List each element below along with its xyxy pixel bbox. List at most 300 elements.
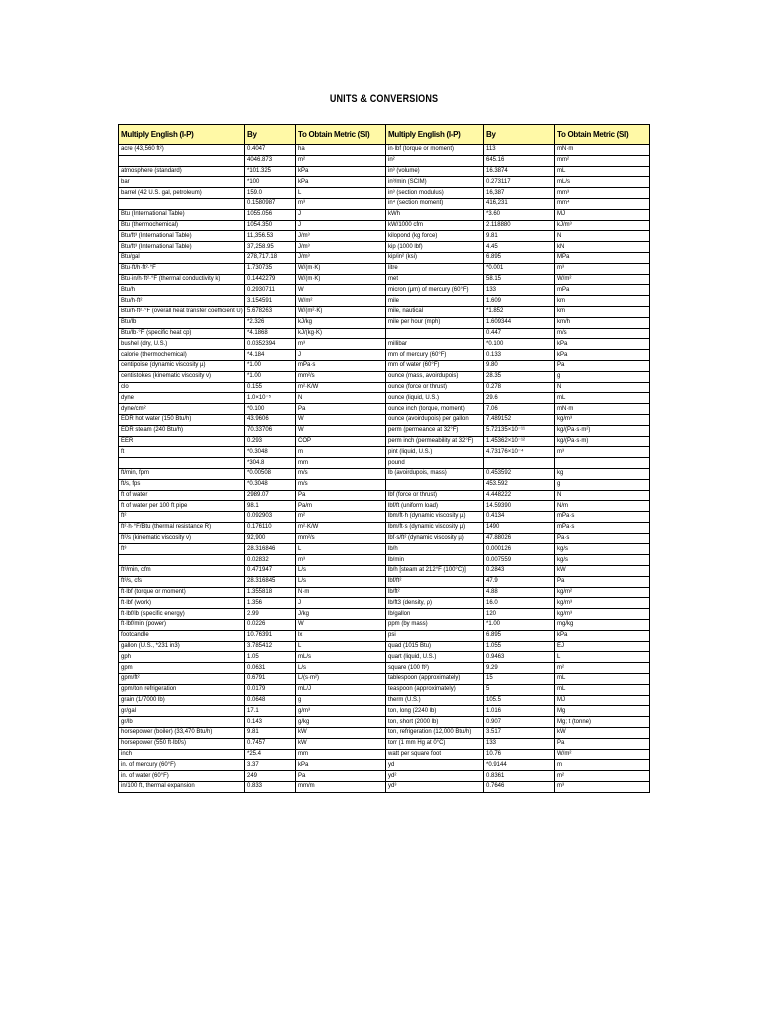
cell-factor-left	[245, 393, 296, 404]
metric-unit-right-text: kW	[557, 567, 566, 574]
cell-metric-unit-right	[555, 641, 650, 652]
cell-metric-unit-right	[555, 771, 650, 782]
cell-factor-left	[245, 209, 296, 220]
factor-right-text: 47.88026	[486, 535, 512, 542]
factor-left-text: 0.02832	[247, 556, 269, 563]
english-unit-left-text: Btu (thermochemical)	[121, 221, 179, 228]
english-unit-right-text: therm (U.S.)	[388, 697, 421, 704]
factor-left-text: 1054.350	[247, 221, 273, 228]
factor-right-text: 0.2843	[486, 567, 505, 574]
cell-metric-unit-left	[296, 479, 386, 490]
factor-left-text: 159.0	[247, 189, 263, 196]
english-unit-left-text: ft³/s, cfs	[121, 578, 142, 585]
factor-right-text: 1.055	[486, 643, 502, 650]
cell-factor-left	[245, 350, 296, 361]
metric-unit-left-text: L/s	[298, 578, 307, 585]
metric-unit-right-text: mm⁴	[557, 200, 570, 207]
cell-factor-right	[484, 393, 555, 404]
factor-left-text: 28.316846	[247, 545, 276, 552]
metric-unit-left-text: W/(m²·K)	[298, 308, 323, 315]
table-row	[119, 350, 650, 361]
table-row	[119, 652, 650, 663]
cell-factor-right	[484, 404, 555, 415]
metric-unit-left-text: mL/s	[298, 653, 312, 660]
factor-left-text: 11,356.53	[247, 232, 274, 239]
cell-metric-unit-right	[555, 155, 650, 166]
english-unit-left-text: EDR hot water (150 Btu/h)	[121, 416, 192, 423]
cell-english-unit-left	[119, 684, 245, 695]
metric-unit-left-text: L	[298, 643, 302, 650]
cell-factor-left	[245, 166, 296, 177]
cell-english-unit-right	[386, 771, 484, 782]
table-row	[119, 544, 650, 555]
english-unit-left-text: ft·lbf/lb (specific energy)	[121, 610, 185, 617]
cell-english-unit-left	[119, 717, 245, 728]
cell-english-unit-right	[386, 609, 484, 620]
cell-metric-unit-right	[555, 738, 650, 749]
english-unit-right-text: psi	[388, 632, 396, 639]
metric-unit-right-text: km	[557, 308, 565, 315]
cell-factor-right	[484, 684, 555, 695]
english-unit-left-text: Btu/gal	[121, 254, 140, 261]
metric-unit-right-text: kg/m³	[557, 599, 572, 606]
english-unit-right-text: mm of mercury (60°F)	[388, 351, 447, 358]
cell-metric-unit-left	[296, 728, 386, 739]
cell-english-unit-right	[386, 512, 484, 523]
factor-left-text: 0.0226	[247, 621, 266, 628]
cell-factor-left	[245, 695, 296, 706]
metric-unit-right-text: mPa	[557, 286, 570, 293]
english-unit-left-text: Btu (International Table)	[121, 211, 185, 218]
cell-factor-right	[484, 512, 555, 523]
cell-metric-unit-right	[555, 587, 650, 598]
cell-english-unit-right	[386, 447, 484, 458]
cell-factor-right	[484, 231, 555, 242]
cell-metric-unit-right	[555, 177, 650, 188]
metric-unit-left-text: m²	[298, 513, 305, 520]
metric-unit-left-text: m²·K/W	[298, 383, 319, 390]
factor-left-text: 0.471947	[247, 567, 273, 574]
cell-english-unit-left	[119, 674, 245, 685]
english-unit-right-text: lb/min	[388, 556, 405, 563]
cell-english-unit-right	[386, 317, 484, 328]
english-unit-right-text: lbf/ft²	[388, 578, 402, 585]
english-unit-left-text: ft of water	[121, 491, 148, 498]
cell-metric-unit-left	[296, 533, 386, 544]
table-row	[119, 479, 650, 490]
factor-right-text: 16.0	[486, 599, 498, 606]
cell-english-unit-right	[386, 296, 484, 307]
table-row	[119, 328, 650, 339]
cell-english-unit-left	[119, 555, 245, 566]
english-unit-left-text: gr/lb	[121, 718, 133, 725]
cell-metric-unit-right	[555, 674, 650, 685]
english-unit-left-text: ft²	[121, 513, 127, 520]
table-row	[119, 706, 650, 717]
cell-english-unit-right	[386, 436, 484, 447]
cell-metric-unit-left	[296, 252, 386, 263]
cell-metric-unit-left	[296, 382, 386, 393]
metric-unit-right-text: W/m²	[557, 751, 572, 758]
factor-right-text: 6.895	[486, 632, 502, 639]
english-unit-right-text: ppm (by mass)	[388, 621, 428, 628]
cell-factor-right	[484, 555, 555, 566]
english-unit-left-text: ft·lbf (work)	[121, 599, 151, 606]
cell-english-unit-left	[119, 393, 245, 404]
table-row	[119, 771, 650, 782]
cell-metric-unit-right	[555, 371, 650, 382]
factor-right-text: 14.59390	[486, 502, 512, 509]
metric-unit-left-text: g/m³	[298, 707, 310, 714]
cell-factor-left	[245, 555, 296, 566]
cell-metric-unit-right	[555, 393, 650, 404]
metric-unit-right-text: mN·m	[557, 405, 574, 412]
metric-unit-right-text: m²	[557, 772, 564, 779]
table-row	[119, 458, 650, 469]
cell-english-unit-right	[386, 598, 484, 609]
english-unit-right-text: ton, short (2000 lb)	[388, 718, 439, 725]
cell-english-unit-left	[119, 728, 245, 739]
english-unit-right-text: in·lbf (torque or moment)	[388, 146, 455, 153]
cell-factor-left	[245, 738, 296, 749]
cell-english-unit-left	[119, 695, 245, 706]
factor-left-text: 3.785412	[247, 643, 273, 650]
cell-metric-unit-right	[555, 339, 650, 350]
cell-factor-left	[245, 782, 296, 793]
cell-factor-right	[484, 371, 555, 382]
english-unit-right-text: teaspoon (approximately)	[388, 686, 456, 693]
cell-factor-right	[484, 188, 555, 199]
cell-metric-unit-left	[296, 738, 386, 749]
cell-english-unit-left	[119, 620, 245, 631]
english-unit-right-text: yd²	[388, 772, 397, 779]
factor-right-text: 29.6	[486, 394, 498, 401]
cell-metric-unit-right	[555, 317, 650, 328]
cell-english-unit-left	[119, 760, 245, 771]
cell-factor-left	[245, 317, 296, 328]
factor-right-text: 4.73176×10⁻⁴	[486, 448, 524, 455]
metric-unit-left-text: J/m³	[298, 254, 310, 261]
factor-left-text: *1.00	[247, 362, 262, 369]
cell-factor-left	[245, 771, 296, 782]
cell-factor-right	[484, 328, 555, 339]
metric-unit-right-text: mL	[557, 394, 566, 401]
cell-english-unit-left	[119, 177, 245, 188]
cell-factor-right	[484, 782, 555, 793]
metric-unit-left-text: Pa	[298, 405, 306, 412]
metric-unit-left-text: W	[298, 621, 304, 628]
factor-left-text: *101.325	[247, 167, 272, 174]
cell-factor-left	[245, 274, 296, 285]
cell-english-unit-right	[386, 555, 484, 566]
table-row	[119, 404, 650, 415]
metric-unit-left-text: J	[298, 221, 301, 228]
cell-factor-right	[484, 652, 555, 663]
metric-unit-right-text: mPa·s	[557, 524, 575, 531]
table-row	[119, 576, 650, 587]
cell-english-unit-left	[119, 242, 245, 253]
cell-english-unit-left	[119, 296, 245, 307]
cell-factor-right	[484, 198, 555, 209]
table-row	[119, 695, 650, 706]
cell-english-unit-left	[119, 479, 245, 490]
table-row	[119, 782, 650, 793]
table-row	[119, 620, 650, 631]
cell-english-unit-right	[386, 166, 484, 177]
factor-left-text: 17.1	[247, 707, 259, 714]
factor-left-text: 0.092903	[247, 513, 273, 520]
factor-left-text: 0.7457	[247, 740, 266, 747]
table-row	[119, 360, 650, 371]
cell-metric-unit-left	[296, 393, 386, 404]
factor-left-text: 3.154591	[247, 297, 273, 304]
cell-english-unit-left	[119, 263, 245, 274]
factor-right-text: 0.278	[486, 383, 502, 390]
factor-left-text: *2.326	[247, 319, 265, 326]
cell-english-unit-right	[386, 706, 484, 717]
english-unit-left-text: centistokes (kinematic viscosity ν)	[121, 373, 212, 380]
metric-unit-right-text: g	[557, 481, 561, 488]
cell-english-unit-right	[386, 490, 484, 501]
table-row	[119, 490, 650, 501]
cell-factor-right	[484, 771, 555, 782]
cell-english-unit-right	[386, 684, 484, 695]
english-unit-right-text: in³ (section modulus)	[388, 189, 444, 196]
metric-unit-left-text: Pa	[298, 491, 306, 498]
table-row	[119, 598, 650, 609]
cell-metric-unit-right	[555, 555, 650, 566]
factor-left-text: 98.1	[247, 502, 259, 509]
cell-metric-unit-left	[296, 501, 386, 512]
cell-factor-right	[484, 242, 555, 253]
cell-metric-unit-left	[296, 782, 386, 793]
factor-right-text: *1.00	[486, 621, 501, 628]
cell-factor-right	[484, 598, 555, 609]
factor-left-text: 3.37	[247, 761, 259, 768]
table-row	[119, 749, 650, 760]
table-row	[119, 566, 650, 577]
factor-left-text: *100	[247, 178, 260, 185]
metric-unit-right-text: kg/s	[557, 556, 569, 563]
factor-right-text: *0.100	[486, 340, 504, 347]
cell-english-unit-left	[119, 771, 245, 782]
factor-left-text: *0.00508	[247, 470, 272, 477]
cell-english-unit-left	[119, 630, 245, 641]
cell-factor-right	[484, 738, 555, 749]
cell-metric-unit-left	[296, 339, 386, 350]
english-unit-right-text: lbf/ft (uniform load)	[388, 502, 439, 509]
factor-left-text: 2989.07	[247, 491, 269, 498]
factor-left-text: 10.76391	[247, 632, 273, 639]
cell-factor-right	[484, 360, 555, 371]
factor-right-text: 28.35	[486, 373, 502, 380]
cell-metric-unit-right	[555, 717, 650, 728]
metric-unit-right-text: g	[557, 373, 561, 380]
cell-factor-right	[484, 728, 555, 739]
factor-right-text: 9.80	[486, 362, 498, 369]
factor-right-text: 0.907	[486, 718, 502, 725]
cell-english-unit-left	[119, 501, 245, 512]
metric-unit-left-text: kW	[298, 740, 307, 747]
metric-unit-right-text: mPa·s	[557, 513, 575, 520]
english-unit-left-text: grain (1/7000 lb)	[121, 697, 165, 704]
english-unit-right-text: lbm/ft·s (dynamic viscosity µ)	[388, 524, 466, 531]
cell-metric-unit-right	[555, 598, 650, 609]
metric-unit-left-text: mm²/s	[298, 373, 315, 380]
cell-factor-right	[484, 414, 555, 425]
factor-left-text: 2.99	[247, 610, 259, 617]
table-row	[119, 393, 650, 404]
factor-right-text: 133	[486, 740, 497, 747]
english-unit-left-text: atmosphere (standard)	[121, 167, 182, 174]
english-unit-left-text: Btu/h·ft²	[121, 297, 143, 304]
cell-metric-unit-right	[555, 360, 650, 371]
header-multiply-left: Multiply English (I-P)	[119, 125, 245, 145]
metric-unit-right-text: m³	[557, 448, 564, 455]
metric-unit-left-text: mm	[298, 751, 308, 758]
metric-unit-left-text: W/m²	[298, 297, 313, 304]
cell-english-unit-left	[119, 490, 245, 501]
cell-metric-unit-left	[296, 145, 386, 156]
factor-right-text: 453.592	[486, 481, 508, 488]
cell-english-unit-right	[386, 371, 484, 382]
cell-factor-left	[245, 674, 296, 685]
cell-metric-unit-left	[296, 404, 386, 415]
cell-english-unit-right	[386, 231, 484, 242]
cell-factor-left	[245, 533, 296, 544]
factor-left-text: 0.4047	[247, 146, 266, 153]
cell-metric-unit-left	[296, 166, 386, 177]
metric-unit-left-text: m³	[298, 340, 305, 347]
cell-factor-left	[245, 231, 296, 242]
cell-english-unit-right	[386, 501, 484, 512]
cell-metric-unit-left	[296, 447, 386, 458]
cell-factor-right	[484, 285, 555, 296]
english-unit-left-text: footcandle	[121, 632, 149, 639]
cell-english-unit-right	[386, 533, 484, 544]
cell-metric-unit-left	[296, 652, 386, 663]
cell-english-unit-right	[386, 760, 484, 771]
cell-english-unit-left	[119, 706, 245, 717]
cell-factor-left	[245, 652, 296, 663]
metric-unit-left-text: J	[298, 211, 301, 218]
cell-factor-right	[484, 479, 555, 490]
cell-factor-right	[484, 630, 555, 641]
cell-english-unit-left	[119, 738, 245, 749]
table-row	[119, 501, 650, 512]
cell-factor-left	[245, 512, 296, 523]
metric-unit-right-text: N	[557, 491, 562, 498]
factor-left-text: *4.1868	[247, 329, 268, 336]
cell-english-unit-right	[386, 674, 484, 685]
metric-unit-right-text: MJ	[557, 211, 565, 218]
header-by-left: By	[245, 125, 296, 145]
cell-english-unit-left	[119, 306, 245, 317]
cell-english-unit-left	[119, 749, 245, 760]
cell-english-unit-right	[386, 652, 484, 663]
metric-unit-right-text: mg/kg	[557, 621, 574, 628]
cell-factor-right	[484, 490, 555, 501]
metric-unit-left-text: J/kg	[298, 610, 310, 617]
factor-left-text: 0.6791	[247, 675, 266, 682]
cell-metric-unit-left	[296, 641, 386, 652]
cell-factor-right	[484, 468, 555, 479]
english-unit-right-text: millibar	[388, 340, 408, 347]
factor-right-text: 120	[486, 610, 497, 617]
english-unit-left-text: barrel (42 U.S. gal, petroleum)	[121, 189, 202, 196]
cell-english-unit-right	[386, 728, 484, 739]
cell-english-unit-right	[386, 630, 484, 641]
factor-right-text: 9.81	[486, 232, 498, 239]
metric-unit-right-text: N	[557, 383, 562, 390]
factor-left-text: 0.293	[247, 437, 263, 444]
table-row	[119, 274, 650, 285]
factor-right-text: 5	[486, 686, 490, 693]
cell-factor-right	[484, 544, 555, 555]
cell-english-unit-right	[386, 425, 484, 436]
cell-english-unit-left	[119, 382, 245, 393]
cell-metric-unit-right	[555, 242, 650, 253]
english-unit-left-text: bar	[121, 178, 130, 185]
header-by-right: By	[484, 125, 555, 145]
cell-factor-left	[245, 684, 296, 695]
english-unit-left-text: dyne	[121, 394, 135, 401]
header-multiply-right: Multiply English (I-P)	[386, 125, 484, 145]
english-unit-left-text: ft of water per 100 ft pipe	[121, 502, 188, 509]
metric-unit-right-text: MPa	[557, 254, 570, 261]
cell-factor-left	[245, 544, 296, 555]
metric-unit-left-text: W	[298, 286, 304, 293]
metric-unit-right-text: Mg; t (tonne)	[557, 718, 592, 725]
cell-factor-right	[484, 155, 555, 166]
english-unit-right-text: square (100 ft²)	[388, 664, 430, 671]
metric-unit-right-text: L	[557, 653, 561, 660]
cell-factor-right	[484, 706, 555, 717]
english-unit-left-text: ft/s, fps	[121, 481, 141, 488]
cell-factor-right	[484, 306, 555, 317]
factor-left-text: 1055.056	[247, 211, 273, 218]
cell-metric-unit-right	[555, 252, 650, 263]
metric-unit-left-text: g/kg	[298, 718, 310, 725]
table-row	[119, 760, 650, 771]
english-unit-left-text: EDR steam (240 Btu/h)	[121, 427, 184, 434]
cell-metric-unit-left	[296, 598, 386, 609]
metric-unit-right-text: Mg	[557, 707, 566, 714]
factor-right-text: 7.489152	[486, 416, 512, 423]
cell-factor-right	[484, 145, 555, 156]
cell-metric-unit-left	[296, 414, 386, 425]
cell-factor-right	[484, 576, 555, 587]
metric-unit-left-text: COP	[298, 437, 312, 444]
cell-factor-right	[484, 587, 555, 598]
metric-unit-left-text: kW	[298, 729, 307, 736]
english-unit-right-text: lb/ft²	[388, 589, 400, 596]
cell-english-unit-left	[119, 285, 245, 296]
cell-metric-unit-left	[296, 231, 386, 242]
factor-right-text: *1.852	[486, 308, 504, 315]
english-unit-left-text: ft·lbf (torque or moment)	[121, 589, 186, 596]
table-row	[119, 630, 650, 641]
table-row	[119, 641, 650, 652]
factor-left-text: 0.0352394	[247, 340, 276, 347]
cell-metric-unit-right	[555, 458, 650, 469]
factor-right-text: 16.3874	[486, 167, 508, 174]
table-row	[119, 252, 650, 263]
metric-unit-left-text: mm/m	[298, 783, 315, 790]
factor-left-text: 0.0648	[247, 697, 266, 704]
cell-metric-unit-left	[296, 263, 386, 274]
cell-english-unit-left	[119, 436, 245, 447]
